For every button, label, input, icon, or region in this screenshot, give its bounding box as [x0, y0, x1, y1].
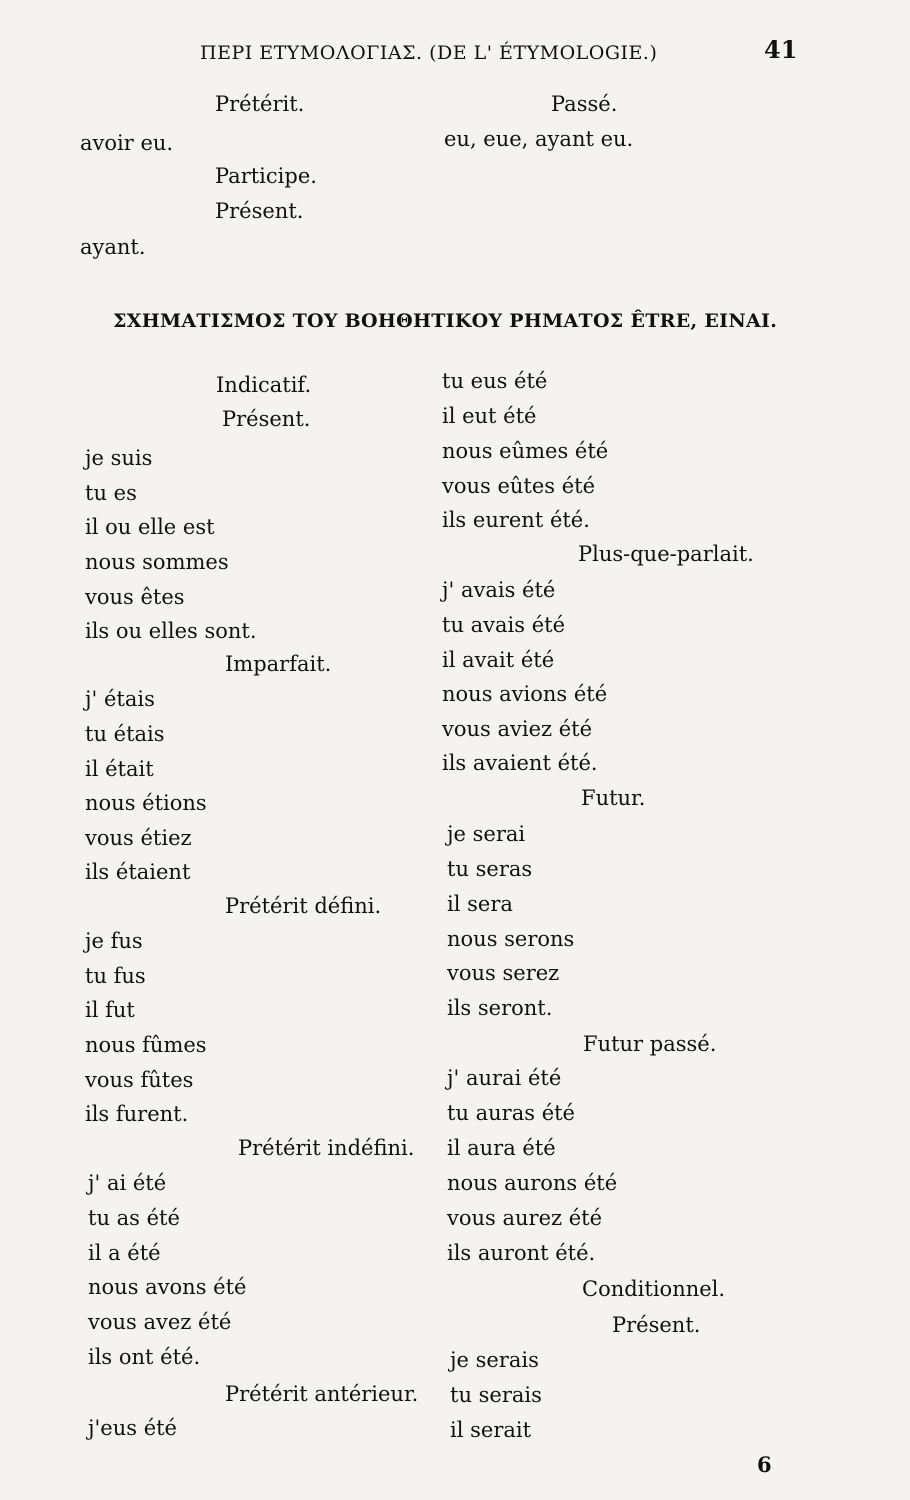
heading-indicatif: Indicatif. [216, 373, 312, 397]
plus-que-parfait-form: vous aviez été [442, 717, 593, 741]
plus-que-parfait-form: j' avais été [442, 578, 556, 602]
heading-preterit-anterieur: Prétérit antérieur. [225, 1382, 419, 1406]
signature-mark: 6 [757, 1452, 772, 1477]
preterit-indefini-form: vous avez été [88, 1310, 232, 1334]
text-avoir-eu: avoir eu. [80, 131, 174, 155]
plus-que-parfait-form: tu avais été [442, 613, 566, 637]
text-ayant: ayant. [80, 235, 146, 259]
preterit-anterieur-form: vous eûtes été [442, 474, 596, 498]
futur-form: ils seront. [447, 996, 553, 1020]
present-form: vous êtes [85, 585, 185, 609]
preterit-indefini-form: nous avons été [88, 1275, 247, 1299]
futur-form: il sera [447, 892, 513, 916]
preterit-defini-form: ils furent. [85, 1102, 189, 1126]
futur-passe-form: il aura été [447, 1136, 556, 1160]
heading-participe: Participe. [215, 164, 317, 188]
preterit-defini-form: tu fus [85, 964, 146, 988]
heading-futur-passe: Futur passé. [583, 1032, 717, 1056]
heading-futur: Futur. [581, 786, 646, 810]
imparfait-form: nous étions [85, 791, 207, 815]
futur-form: tu seras [447, 857, 533, 881]
heading-plus-que-parfait: Plus-que-parlait. [578, 542, 754, 566]
futur-form: vous serez [447, 961, 560, 985]
preterit-anterieur-form: ils eurent été. [442, 508, 590, 532]
imparfait-form: il était [85, 757, 154, 781]
heading-present: Présent. [215, 199, 304, 223]
preterit-indefini-form: ils ont été. [88, 1345, 201, 1369]
preterit-anterieur-form: il eut été [442, 404, 537, 428]
running-header: ΠΕΡΙ ΕΤΥΜΟΛΟΓΙΑΣ. (DE L' ÉTYMOLOGIE.) [200, 42, 658, 64]
present-form: tu es [85, 481, 137, 505]
present-form: je suis [85, 446, 153, 470]
heading-preterit-defini: Prétérit défini. [225, 894, 382, 918]
preterit-indefini-form: tu as été [88, 1206, 180, 1230]
futur-form: nous serons [447, 927, 575, 951]
page-number: 41 [764, 35, 798, 64]
present-form: il ou elle est [85, 515, 215, 539]
futur-form: je serai [447, 822, 526, 846]
present-form: nous sommes [85, 550, 229, 574]
conditionnel-form: il serait [450, 1418, 532, 1442]
heading-imparfait: Imparfait. [225, 652, 332, 676]
futur-passe-form: j' aurai été [447, 1066, 562, 1090]
heading-conditionnel: Conditionnel. [582, 1277, 726, 1301]
preterit-defini-form: je fus [85, 929, 143, 953]
futur-passe-form: nous aurons été [447, 1171, 618, 1195]
heading-conditionnel-present: Présent. [612, 1313, 701, 1337]
futur-passe-form: ils auront été. [447, 1241, 596, 1265]
preterit-defini-form: il fut [85, 998, 135, 1022]
preterit-anterieur-form: nous eûmes été [442, 439, 609, 463]
preterit-defini-form: nous fûmes [85, 1033, 207, 1057]
imparfait-form: j' étais [85, 687, 155, 711]
preterit-indefini-form: j' ai été [88, 1171, 167, 1195]
imparfait-form: tu étais [85, 722, 165, 746]
conditionnel-form: je serais [450, 1348, 539, 1372]
heading-preterit: Prétérit. [215, 92, 305, 116]
futur-passe-form: vous aurez été [447, 1206, 603, 1230]
section-title: ΣΧΗΜΑΤΙΣΜΟΣ ΤΟΥ ΒΟΗΘΗΤΙΚΟΥ ΡΗΜΑΤΟΣ ÊTRE, ΕΙΝΑΙ. [113, 310, 778, 332]
preterit-defini-form: vous fûtes [85, 1068, 194, 1092]
imparfait-form: ils étaient [85, 860, 191, 884]
heading-preterit-indefini: Prétérit indéfini. [238, 1136, 415, 1160]
imparfait-form: vous étiez [85, 826, 192, 850]
futur-passe-form: tu auras été [447, 1101, 575, 1125]
text-eu-eue: eu, eue, ayant eu. [444, 127, 634, 151]
present-form: ils ou elles sont. [85, 619, 257, 643]
plus-que-parfait-form: il avait été [442, 648, 555, 672]
preterit-indefini-form: il a été [88, 1241, 161, 1265]
conditionnel-form: tu serais [450, 1383, 542, 1407]
heading-indicatif-present: Présent. [222, 407, 311, 431]
plus-que-parfait-form: nous avions été [442, 682, 608, 706]
plus-que-parfait-form: ils avaient été. [442, 751, 598, 775]
preterit-anterieur-form: tu eus été [442, 369, 548, 393]
heading-passe: Passé. [551, 92, 618, 116]
preterit-anterieur-form: j'eus été [88, 1416, 177, 1440]
